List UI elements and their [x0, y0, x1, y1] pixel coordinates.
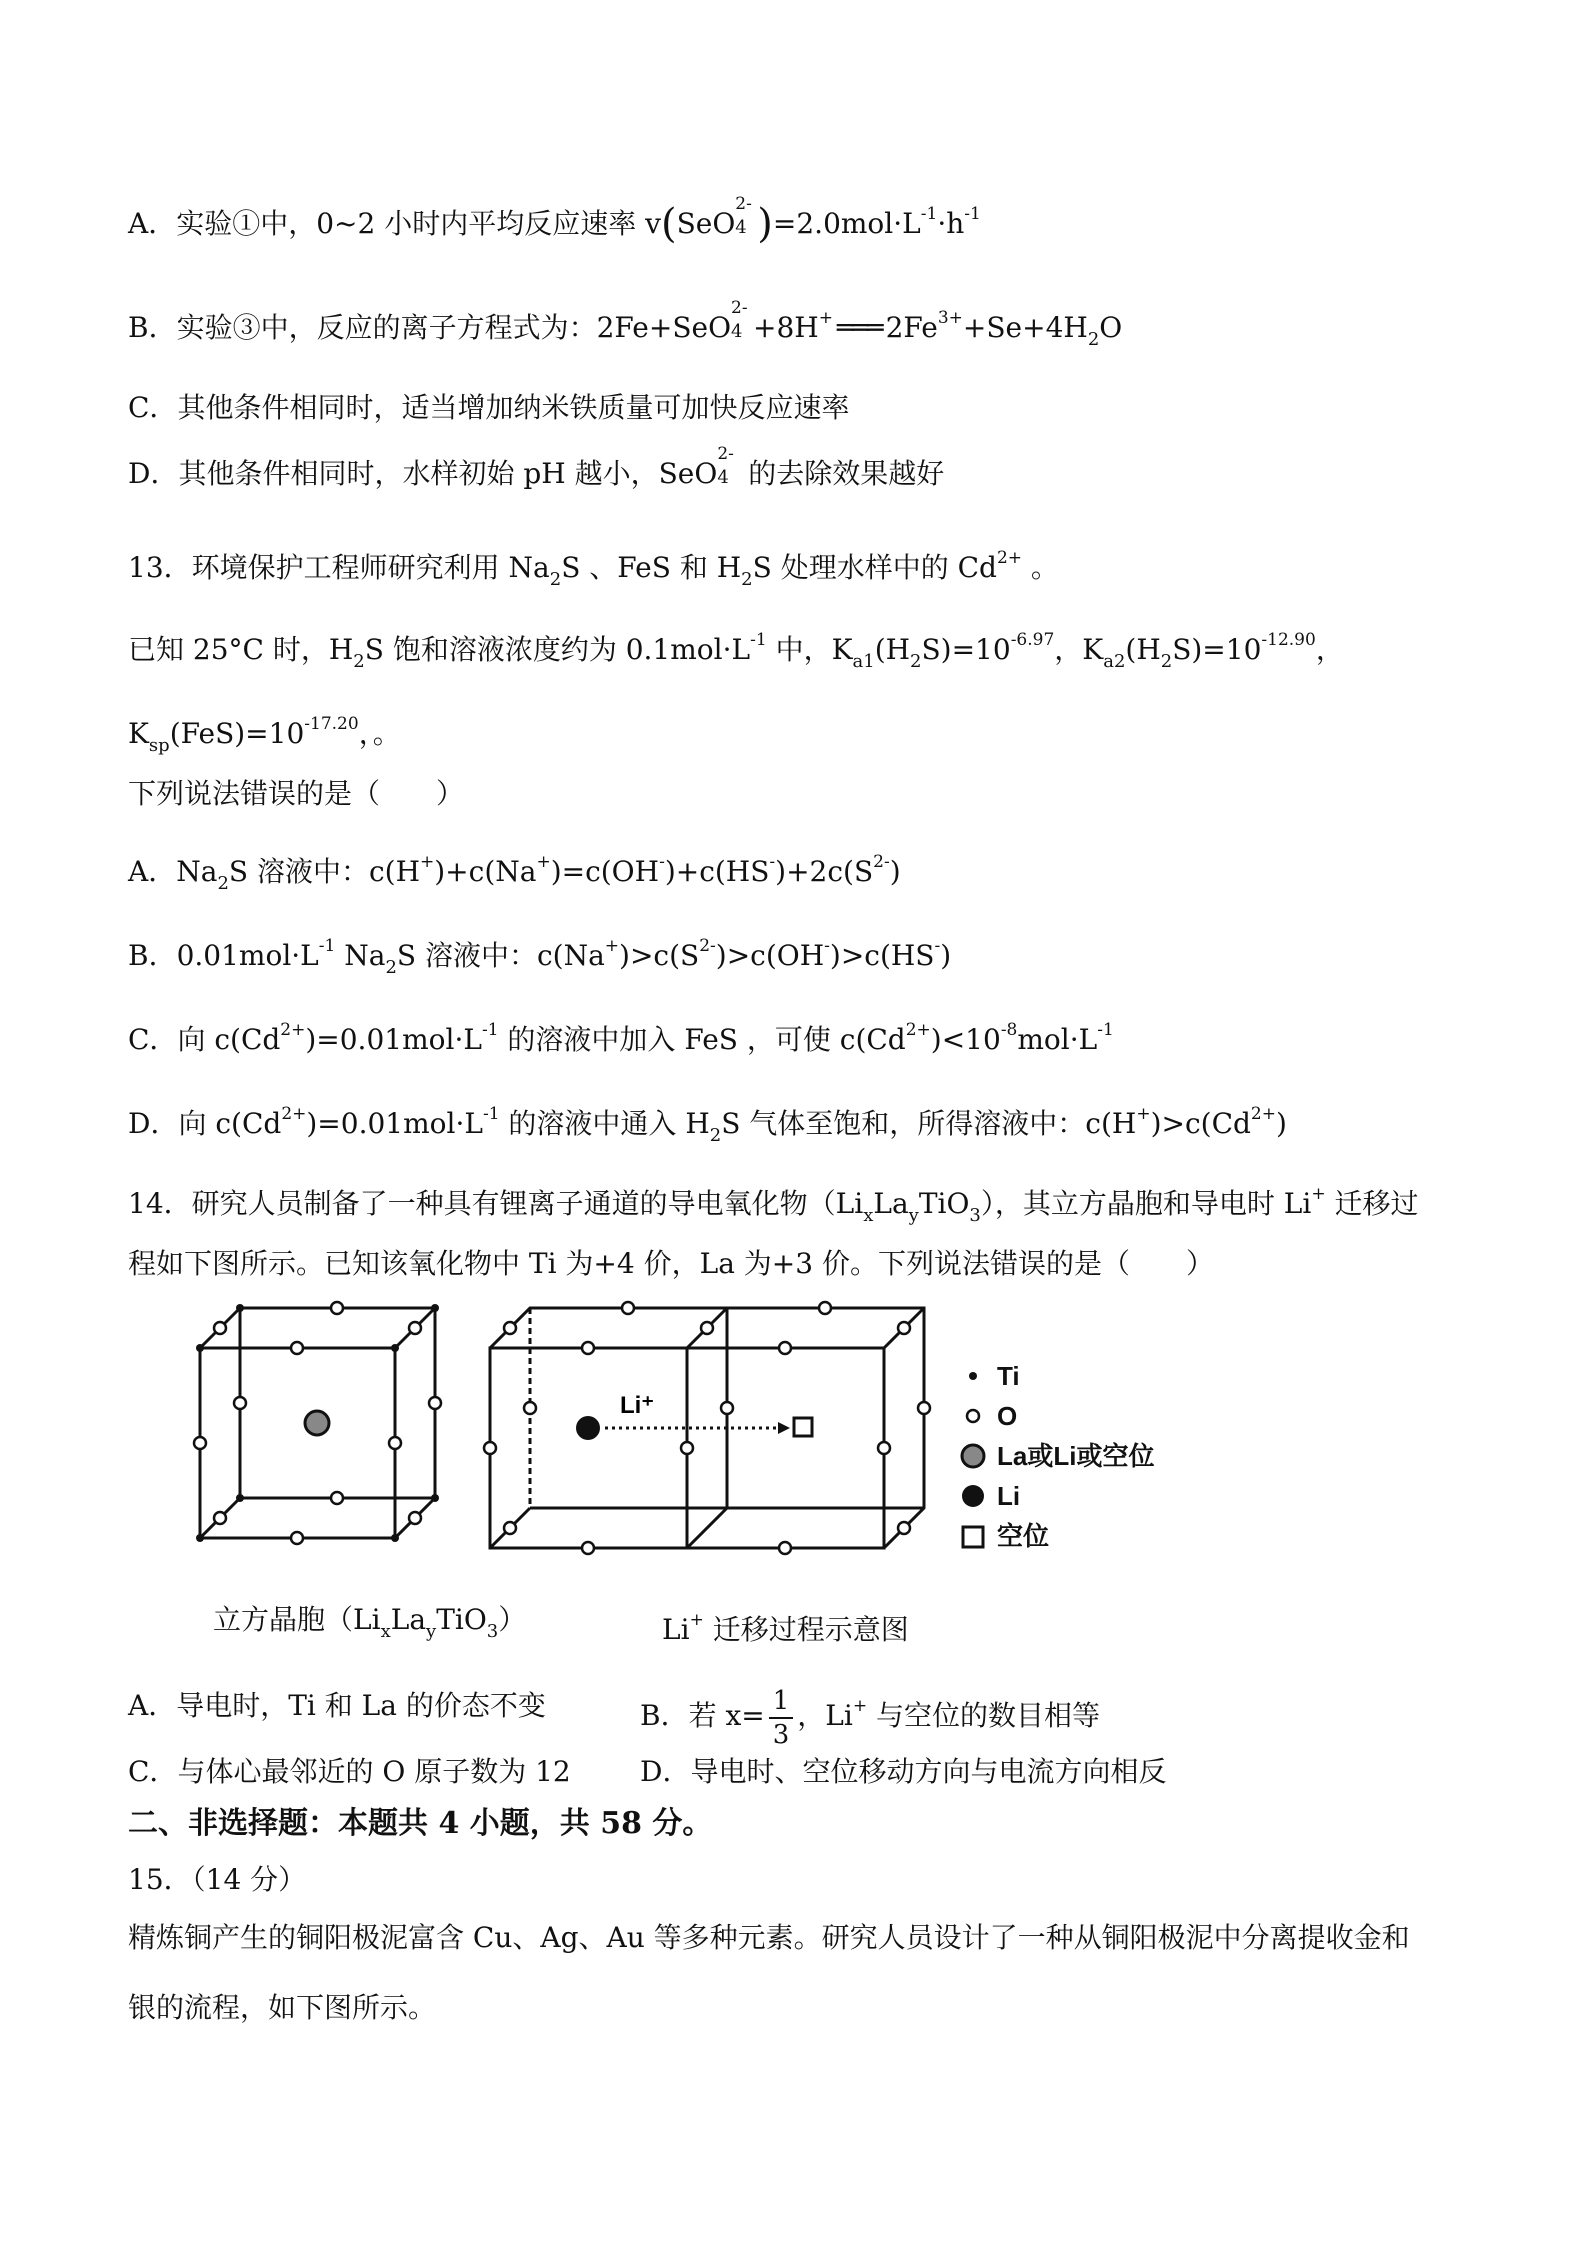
superscript: -: [934, 936, 941, 956]
sub-sup-stack: [731, 298, 753, 348]
vacancy-square: [794, 1418, 812, 1436]
option-label: D．: [128, 1107, 179, 1140]
option-text: +Se+4H: [962, 311, 1088, 344]
legend-li-symbol: [962, 1485, 984, 1507]
superscript: -12.90: [1261, 630, 1316, 650]
q14-option-b: [640, 1668, 1100, 1754]
option-text: 向 c(Cd: [177, 1023, 281, 1056]
caption-text: TiO: [436, 1603, 487, 1636]
stem-text: 已知 25°C 时，H: [128, 633, 354, 666]
sub-sup-stack: [735, 194, 757, 244]
q15-line2: 银的流程，如下图所示。: [128, 1991, 437, 2024]
option-label: D．: [640, 1755, 691, 1788]
stem-text: 中，K: [766, 633, 853, 666]
stem-text: S 处理水样中的 Cd: [752, 551, 997, 584]
option-text: 其他条件相同时，适当增加纳米铁质量可加快反应速率: [177, 391, 850, 424]
option-text: 的溶液中通入 H: [499, 1107, 710, 1140]
stem-text: S 饱和溶液浓度约为 0.1mol·L: [364, 633, 751, 666]
question-number: 13．: [128, 551, 192, 584]
option-text: 实验③中，反应的离子方程式为：2Fe+SeO: [176, 311, 732, 344]
legend-la: La或Li或空位: [997, 1441, 1155, 1471]
option-text: 导电时、空位移动方向与电流方向相反: [690, 1755, 1167, 1788]
subscript: 2: [385, 957, 397, 978]
superscript: -1: [920, 204, 938, 224]
option-text: ，Li: [797, 1699, 853, 1732]
subscript: 3: [486, 1621, 499, 1642]
subscript: 2: [709, 1125, 722, 1146]
superscript: 2+: [996, 548, 1023, 568]
equals-arrow: ═══: [836, 311, 882, 344]
option-text: ): [940, 939, 952, 972]
superscript: 2-: [731, 298, 748, 318]
option-text: O: [1099, 311, 1123, 344]
question-number: 14．: [128, 1187, 192, 1220]
option-text: )>c(OH: [715, 939, 825, 972]
subscript: 4: [731, 321, 743, 342]
superscript: 2+: [281, 1104, 307, 1124]
subscript: x: [863, 1205, 874, 1226]
superscript: +: [818, 308, 833, 328]
stem-text: ，: [1315, 633, 1344, 666]
o-atoms-cell2: [484, 1302, 930, 1554]
superscript: -: [769, 852, 776, 872]
superscript: 2-: [873, 852, 890, 872]
option-text: )<10: [930, 1023, 1001, 1056]
option-text: 的溶液中加入 FeS ，可使 c(Cd: [498, 1023, 906, 1056]
q13-stem-line4: [128, 774, 464, 814]
option-text: S 气体至饱和，所得溶液中：c(H: [721, 1107, 1137, 1140]
subscript: 2: [741, 569, 753, 590]
option-text: Na: [335, 939, 386, 972]
caption-text: La: [390, 1603, 427, 1636]
legend-o-symbol: [967, 1410, 979, 1422]
q14-stem-line2: [128, 1244, 1214, 1284]
superscript: +: [689, 1610, 704, 1630]
superscript: 2+: [280, 1020, 306, 1040]
subscript: y: [426, 1621, 437, 1642]
subscript: 4: [735, 217, 747, 238]
superscript: -8: [1000, 1020, 1018, 1040]
option-label: B．: [128, 939, 177, 972]
option-text: )=0.01mol·L: [306, 1107, 483, 1140]
legend-o: O: [997, 1401, 1018, 1431]
q13-stem-line3: [128, 704, 401, 766]
q15-head: 15．（14 分）: [128, 1863, 307, 1896]
subscript: a2: [1103, 651, 1126, 672]
option-text: )=c(OH: [550, 855, 660, 888]
superscript: -1: [964, 204, 981, 224]
option-text: )+2c(S: [775, 855, 874, 888]
q14-stem-line1: [128, 1174, 1418, 1236]
caption-text: 迁移过程示意图: [703, 1613, 909, 1646]
option-text: )=0.01mol·L: [305, 1023, 482, 1056]
superscript: -6.97: [1010, 630, 1055, 650]
option-text: )>c(Cd: [1150, 1107, 1251, 1140]
superscript: 3+: [937, 308, 963, 328]
superscript: +: [1311, 1184, 1326, 1204]
stem-text: S)=10: [1172, 633, 1262, 666]
sub-sup-stack: [717, 444, 739, 494]
option-label: C．: [128, 1755, 178, 1788]
subscript: 3: [969, 1205, 981, 1226]
option-label: A．: [128, 1689, 177, 1722]
option-text: ·h: [937, 207, 965, 240]
superscript: -1: [1097, 1020, 1114, 1040]
caption-text: ）: [498, 1603, 527, 1636]
legend-ti-symbol: [969, 1372, 977, 1380]
option-text: ): [1275, 1107, 1287, 1140]
subscript: 2: [1160, 651, 1173, 672]
superscript: 2-: [717, 444, 734, 464]
option-text: 与体心最邻近的 O 原子数为 12: [177, 1755, 571, 1788]
q12-option-b: [128, 298, 1122, 360]
section-title: 二、非选择题：本题共 4 小题，共 58 分。: [128, 1806, 713, 1841]
superscript: +: [1136, 1104, 1151, 1124]
superscript: +: [852, 1696, 868, 1716]
option-text: S 溶液中：c(H: [228, 855, 420, 888]
stem-text: TiO: [918, 1187, 970, 1220]
legend-li: Li: [997, 1481, 1021, 1511]
superscript: -: [659, 852, 665, 872]
q14-option-c: [128, 1752, 571, 1792]
crystal-diagram: [180, 1298, 1200, 1588]
superscript: -1: [750, 630, 767, 650]
q13-option-c: [128, 1010, 1114, 1060]
option-text: )>c(HS: [829, 939, 935, 972]
option-text: 导电时，Ti 和 La 的价态不变: [176, 1689, 546, 1722]
option-text: mol·L: [1017, 1023, 1098, 1056]
superscript: +: [420, 852, 435, 872]
subscript: 2: [549, 569, 562, 590]
fraction-denominator: 3: [772, 1719, 790, 1750]
q15-line1: 精炼铜产生的铜阳极泥富含 Cu、Ag、Au 等多种元素。研究人员设计了一种从铜阳极泥中分离提收金和: [128, 1921, 1410, 1954]
figure-caption-1: [213, 1600, 526, 1652]
stem-text: La: [873, 1187, 909, 1220]
stem-text: S)=10: [921, 633, 1011, 666]
option-text: 其他条件相同时，水样初始 pH 越小，SeO: [178, 457, 718, 490]
subscript: 2: [1087, 329, 1100, 350]
la-li-vacancy-atom: [305, 1411, 329, 1435]
option-text: =2.0mol·L: [772, 207, 921, 240]
option-label: D．: [128, 457, 179, 490]
two-cell-diagram: [490, 1308, 924, 1548]
superscript: 2+: [1250, 1104, 1276, 1124]
caption-text: Li: [662, 1613, 690, 1646]
li-plus-label: Li⁺: [620, 1392, 654, 1419]
q12-option-c: [128, 388, 849, 428]
stem-text: (H: [1125, 633, 1161, 666]
stem-text: 研究人员制备了一种具有锂离子通道的导电氧化物（Li: [191, 1187, 864, 1220]
q13-option-a: [128, 842, 901, 904]
option-text: Na: [176, 855, 218, 888]
subscript: 2: [910, 651, 922, 672]
superscript: -1: [481, 1020, 499, 1040]
stem-text: ，。: [358, 717, 401, 750]
caption-text: 立方晶胞（Li: [213, 1603, 381, 1636]
option-label: C．: [128, 1023, 178, 1056]
stem-text: 迁移过: [1325, 1187, 1419, 1220]
stem-text: ，K: [1054, 633, 1104, 666]
superscript: 2-: [699, 936, 716, 956]
fraction: [769, 1685, 794, 1751]
species: SeO: [676, 207, 736, 240]
superscript: +: [604, 936, 620, 956]
superscript: 2+: [905, 1020, 931, 1040]
option-text: 2Fe: [885, 311, 938, 344]
stem-text: 程如下图所示。已知该氧化物中 Ti 为+4 价，La 为+3 价。下列说法错误的是（ ）: [128, 1247, 1214, 1280]
q12-option-a: A．实验①中，0~2 小时内平均反应速率 v(SeO 2- 4 )$=2.0mol\cdot L^{-1}\cdot h^{-1}$: [128, 194, 981, 244]
legend-vacancy: 空位: [997, 1521, 1050, 1551]
subscript: 2: [353, 651, 365, 672]
option-label: A．: [128, 855, 177, 888]
option-text: 若 x=: [688, 1699, 765, 1732]
subscript: sp: [148, 735, 170, 756]
option-text: 与空位的数目相等: [867, 1699, 1100, 1732]
option-text: )+c(Na: [434, 855, 537, 888]
subscript: a1: [852, 651, 875, 672]
option-text: 的去除效果越好: [739, 457, 945, 490]
superscript: 2-: [735, 194, 752, 214]
option-text: 0.01mol·L: [176, 939, 319, 972]
option-label: B．: [128, 311, 177, 344]
option-text: S 溶液中：c(Na: [396, 939, 605, 972]
stem-text: 下列说法错误的是（ ）: [128, 777, 465, 810]
stem-text: (H: [874, 633, 911, 666]
fraction-numerator: 1: [769, 1685, 794, 1719]
option-text: 向 c(Cd: [178, 1107, 282, 1140]
stem-text: ），其立方晶胞和导电时 Li: [980, 1187, 1312, 1220]
option-text: ): [889, 855, 901, 888]
q12-option-d: [128, 444, 945, 494]
subscript: 4: [717, 467, 729, 488]
legend: [962, 1361, 1154, 1551]
option-text: )+c(HS: [664, 855, 770, 888]
superscript: -: [824, 936, 830, 956]
stem-text: S 、FeS 和 H: [561, 551, 742, 584]
figure-caption-2: [662, 1600, 909, 1650]
option-text: 实验①中，0~2 小时内平均反应速率 v: [176, 207, 661, 240]
option-text: )>c(S: [619, 939, 700, 972]
superscript: -1: [318, 936, 336, 956]
q14-option-d: [640, 1752, 1166, 1792]
crystal-figure: [180, 1298, 1200, 1592]
stem-text: 环境保护工程师研究利用 Na: [191, 551, 550, 584]
stem-text: 。: [1022, 551, 1059, 584]
option-label: C．: [128, 391, 178, 424]
stem-text: K: [128, 717, 149, 750]
option-text: +8H: [753, 311, 819, 344]
q13-option-b: [128, 926, 951, 988]
subscript: 2: [217, 873, 229, 894]
li-atom: [576, 1416, 600, 1440]
stem-text: (FeS)=10: [169, 717, 305, 750]
subscript: x: [380, 1621, 391, 1642]
arrow-head: [778, 1422, 790, 1434]
superscript: -17.20: [304, 714, 359, 734]
option-label: B．: [640, 1699, 689, 1732]
legend-ti: Ti: [997, 1361, 1020, 1391]
subscript: y: [908, 1205, 919, 1226]
q14-option-a: [128, 1686, 546, 1726]
q13-stem-line2: [128, 620, 1344, 682]
legend-la-symbol: [962, 1445, 984, 1467]
option-label: A．: [128, 207, 177, 240]
q13-stem-line1: [128, 538, 1059, 600]
superscript: +: [536, 852, 551, 872]
legend-vacancy-symbol: [963, 1527, 983, 1547]
superscript: -1: [482, 1104, 500, 1124]
q13-option-d: [128, 1094, 1287, 1156]
